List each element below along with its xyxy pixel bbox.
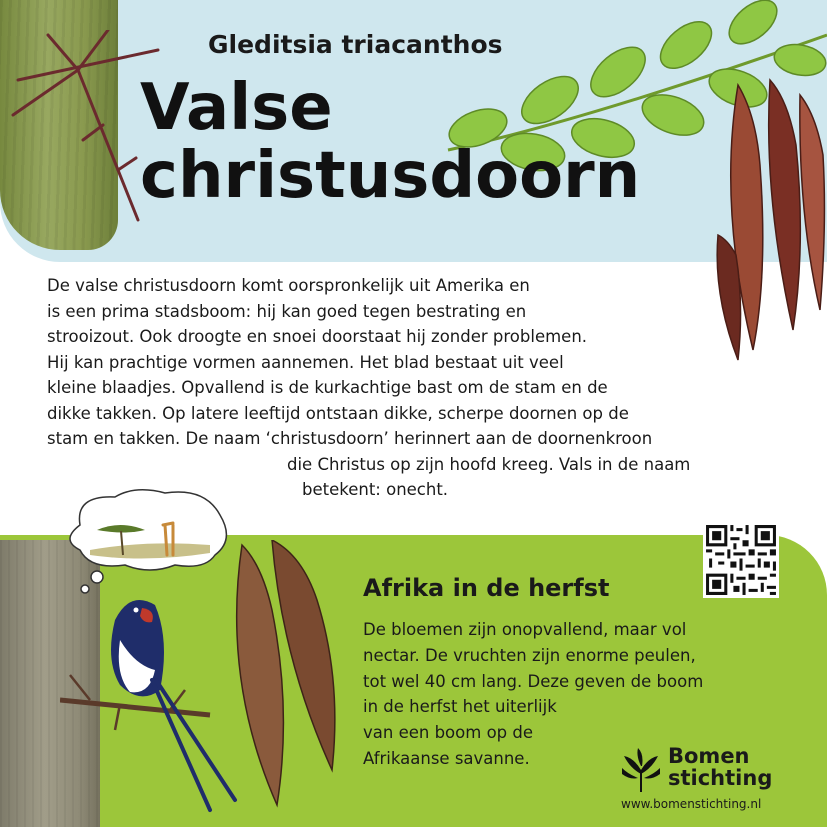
title-line: christusdoorn xyxy=(140,139,641,213)
intro-line: is een prima stadsboom: hij kan goed tegen bestrating en xyxy=(47,301,527,321)
pod-icon xyxy=(708,75,827,365)
intro-line: betekent: onecht. xyxy=(302,480,449,499)
qr-code-icon[interactable] xyxy=(703,522,779,598)
intro-paragraph xyxy=(47,273,690,503)
section-line: tot wel 40 cm lang. Deze geven de boom xyxy=(363,671,704,691)
section-line: De bloemen zijn onopvallend, maar vol xyxy=(363,620,687,639)
tree-logo-icon xyxy=(620,748,662,792)
species-name: Gleditsia triacanthos xyxy=(208,30,503,59)
website-url[interactable]: www.bomenstichting.nl xyxy=(621,797,762,811)
section-line: nectar. De vruchten zijn enorme peulen, xyxy=(363,645,696,665)
page-title xyxy=(140,71,641,213)
pod-icon xyxy=(222,540,347,810)
intro-line: dikke takken. Op latere leeftijd ontstaan dikke, scherpe doornen op de xyxy=(47,403,629,423)
section-line: in de herfst het uiterlijk xyxy=(363,697,557,717)
logo-line: stichting xyxy=(668,766,773,790)
section-heading: Afrika in de herfst xyxy=(363,574,610,602)
intro-line: strooizout. Ook droogte en snoei doorstaat hij zonder problemen. xyxy=(47,327,588,346)
intro-line: Hij kan prachtige vormen aannemen. Het blad bestaat uit veel xyxy=(47,352,564,372)
intro-line: die Christus op zijn hoofd kreeg. Vals in de naam xyxy=(287,454,691,474)
logo-line: Bomen xyxy=(668,744,750,768)
intro-line: kleine blaadjes. Opvallend is de kurkachtige bast om de stam en de xyxy=(47,378,608,397)
logo-wordmark xyxy=(668,745,772,789)
section-line: Afrikaanse savanne. xyxy=(363,748,530,768)
intro-line: De valse christusdoorn komt oorspronkelijk uit Amerika en xyxy=(47,276,530,295)
section-line: van een boom op de xyxy=(363,723,534,743)
intro-line: stam en takken. De naam ‘christusdoorn’ herinnert aan de doornenkroon xyxy=(47,429,653,448)
title-line: Valse xyxy=(140,71,333,145)
